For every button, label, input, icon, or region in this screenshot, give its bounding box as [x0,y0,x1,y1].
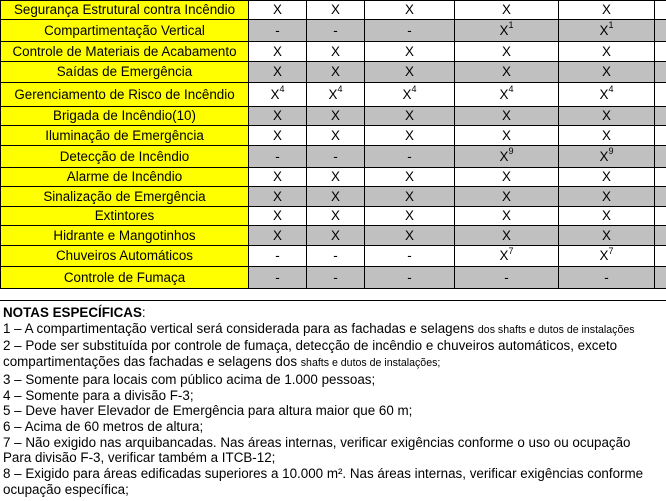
requirement-mark: X [405,64,414,79]
requirement-cell [455,107,559,126]
requirement-mark: X [273,108,282,123]
truncated-column-cell [655,62,666,83]
requirement-mark: X [331,108,340,123]
requirement-cell [307,83,365,107]
requirement-mark: - [333,148,338,164]
note-text: 8 – Exigido para áreas edificadas superiores a 10.000 m². Nas áreas internas, verificar exigências conforme [3,466,644,482]
requirement-mark: X [331,227,340,243]
requirement-cell [307,246,365,267]
table-row [1,168,666,187]
requirement-mark: X [402,86,412,102]
note-line [0,466,666,482]
table-row [1,207,666,226]
table-row [1,1,666,20]
requirement-cell [365,168,455,187]
requirement-mark: X [599,86,609,102]
requirement-mark: X [602,169,611,184]
requirement-mark: X [273,169,282,184]
requirement-cell [365,146,455,168]
requirement-cell [559,207,655,226]
requirement-mark: X [270,86,280,102]
requirement-cell [559,126,655,146]
requirement-mark: - [407,269,412,285]
requirement-cell [455,146,559,168]
note-text: 5 – Deve haver Elevador de Emergência para altura maior que 60 m; [3,403,413,419]
requirement-cell [249,168,307,187]
notes-lines [0,321,666,498]
measure-label: Compartimentação Vertical [1,20,249,42]
table-row [1,267,666,289]
requirement-cell [365,267,455,289]
requirement-cell [365,107,455,126]
table-row [1,187,666,207]
measure-label: Controle de Materiais de Acabamento [1,42,249,62]
requirement-cell [365,226,455,246]
requirement-cell [559,42,655,62]
requirement-mark: X [499,148,509,164]
requirement-mark: X [499,86,509,102]
requirement-mark: X [273,64,282,79]
notes-title-text: NOTAS ESPECÍFICAS [3,305,142,320]
requirement-cell [455,267,559,289]
requirement-cell [455,20,559,42]
requirement-cell [455,168,559,187]
measure-label: Segurança Estrutural contra Incêndio [1,1,249,20]
requirement-cell [307,1,365,20]
requirement-cell [559,246,655,267]
measure-label: Gerenciamento de Risco de Incêndio [1,83,249,107]
note-line [0,321,666,339]
requirement-cell [365,246,455,267]
requirement-mark: X [331,64,340,79]
requirement-cell [455,62,559,83]
truncated-column-cell [655,246,666,267]
requirement-mark: X [331,188,340,204]
truncated-column-cell [655,207,666,226]
requirement-cell [559,62,655,83]
requirement-cell [559,107,655,126]
table-row [1,107,666,126]
note-text: Para divisão F-3, verificar também a ITCB-12; [3,450,276,466]
requirement-cell [559,187,655,207]
requirement-mark: X [502,227,511,243]
requirement-cell [455,83,559,107]
notes-title [0,301,666,321]
note-line [0,450,666,466]
requirement-mark: X [405,169,414,184]
requirement-mark: X [331,169,340,184]
requirement-cell [307,62,365,83]
requirement-mark: X [273,208,282,223]
requirement-mark: X [602,108,611,123]
requirement-cell [365,62,455,83]
requirement-cell [249,207,307,226]
requirement-cell [365,42,455,62]
requirement-cell [365,187,455,207]
requirement-mark: X [599,22,609,38]
requirement-mark: X [502,208,511,223]
requirement-mark: X [499,248,509,263]
requirement-cell [455,246,559,267]
requirement-mark: - [333,269,338,285]
requirement-mark: X [331,43,340,59]
note-reference: 7 [608,245,614,256]
requirement-mark: - [333,22,338,38]
requirement-cell [249,42,307,62]
requirement-mark: X [502,43,511,59]
table-row [1,83,666,107]
measure-label: Chuveiros Automáticos [1,246,249,267]
requirement-mark: - [275,248,280,263]
requirement-mark: X [602,208,611,223]
requirement-mark: - [407,148,412,164]
requirement-cell [249,20,307,42]
note-small-text: dos shafts e dutos de instalações [477,323,635,336]
requirement-cell [559,226,655,246]
table-row [1,20,666,42]
table-row [1,246,666,267]
requirement-mark: X [602,127,611,143]
requirement-mark: X [502,127,511,143]
requirement-cell [249,107,307,126]
requirement-mark: - [604,269,609,285]
requirement-mark: X [502,108,511,123]
requirement-cell [455,187,559,207]
measure-label: Saídas de Emergência [1,62,249,83]
note-line [0,419,666,435]
requirement-cell [559,20,655,42]
requirement-mark: X [502,2,511,17]
requirement-mark: X [331,2,340,17]
table-row [1,62,666,83]
requirement-cell [455,207,559,226]
notes-title-suffix: : [141,305,146,320]
note-line [0,372,666,388]
measure-label: Extintores [1,207,249,226]
requirement-cell [559,168,655,187]
requirement-mark: - [407,248,412,263]
requirement-cell [455,226,559,246]
requirement-mark: X [599,248,609,263]
truncated-column-cell [655,42,666,62]
requirement-mark: - [275,148,280,164]
truncated-column-cell [655,168,666,187]
measure-label: Brigada de Incêndio(10) [1,107,249,126]
requirement-mark: X [599,148,609,164]
requirement-mark: X [273,127,282,143]
measure-label: Detecção de Incêndio [1,146,249,168]
requirement-cell [307,20,365,42]
measure-label: Alarme de Incêndio [1,168,249,187]
requirement-cell [455,42,559,62]
requirement-mark: X [502,169,511,184]
requirement-cell [249,267,307,289]
note-reference: 9 [608,146,614,157]
requirement-cell [365,126,455,146]
note-small-text: shafts e dutos de instalações; [300,357,441,370]
note-line [0,435,666,451]
note-text: 2 – Pode ser substituída por controle de fumaça, detecção de incêndio e chuveiros automáticos, exceto [3,338,618,354]
note-reference: 1 [508,20,514,31]
requirement-mark: X [405,2,414,17]
requirement-mark: X [405,188,414,204]
requirement-cell [365,207,455,226]
requirement-mark: - [504,269,509,285]
note-line [0,354,666,372]
requirement-mark: - [333,248,338,263]
measure-label: Sinalização de Emergência [1,187,249,207]
requirement-mark: - [407,22,412,38]
requirement-mark: X [405,208,414,223]
note-line [0,482,666,498]
requirement-cell [249,62,307,83]
truncated-column-cell [655,20,666,42]
truncated-column-cell [655,226,666,246]
truncated-column-cell [655,187,666,207]
requirement-mark: - [275,269,280,285]
truncated-column-cell [655,267,666,289]
note-reference: 7 [508,245,514,256]
requirement-mark: X [405,108,414,123]
note-text: 1 – A compartimentação vertical será considerada para as fachadas e selagens [3,320,478,336]
requirement-mark: X [328,86,338,102]
requirement-cell [559,267,655,289]
requirement-mark: X [602,188,611,204]
requirement-cell [307,146,365,168]
measure-label: Hidrante e Mangotinhos [1,226,249,246]
requirement-cell [307,126,365,146]
requirement-cell [249,83,307,107]
requirement-cell [365,83,455,107]
requirement-cell [307,207,365,226]
requirement-mark: X [405,43,414,59]
requirement-mark: X [405,127,414,143]
requirement-mark: X [273,188,282,204]
note-reference: 4 [337,84,343,95]
requirement-cell [249,126,307,146]
requirement-cell [559,1,655,20]
table-row [1,126,666,146]
requirement-mark: X [273,2,282,17]
truncated-column-cell [655,1,666,20]
requirement-mark: X [405,227,414,243]
note-reference: 1 [608,20,614,31]
requirement-mark: X [602,43,611,59]
requirement-cell [455,1,559,20]
note-line [0,388,666,404]
requirement-mark: X [502,188,511,204]
table-row [1,226,666,246]
requirement-cell [307,187,365,207]
note-reference: 4 [279,84,285,95]
requirement-mark: X [331,208,340,223]
requirement-mark: X [273,43,282,59]
requirement-cell [365,20,455,42]
specific-notes [0,300,666,501]
requirement-cell [249,1,307,20]
truncated-column-cell [655,146,666,168]
note-reference: 4 [508,84,514,95]
requirement-cell [307,42,365,62]
requirement-mark: - [275,22,280,38]
truncated-column-cell [655,83,666,107]
truncated-column-cell [655,107,666,126]
note-text: 6 – Acima de 60 metros de altura; [3,418,204,434]
table-row [1,42,666,62]
requirement-cell [249,146,307,168]
measure-label: Controle de Fumaça [1,267,249,289]
requirement-cell [307,267,365,289]
note-text: compartimentações das fachadas e selagens dos [3,354,301,370]
requirement-cell [249,246,307,267]
measure-label: Iluminação de Emergência [1,126,249,146]
requirement-cell [365,1,455,20]
requirement-cell [307,107,365,126]
requirement-mark: X [273,227,282,243]
note-reference: 4 [411,84,417,95]
note-reference: 9 [508,146,514,157]
requirement-cell [249,187,307,207]
note-line [0,403,666,419]
note-text: 3 – Somente para locais com público acima de 1.000 pessoas; [3,371,376,387]
requirement-mark: X [331,127,340,143]
requirement-cell [307,226,365,246]
note-text: 7 – Não exigido nas arquibancadas. Nas áreas internas, verificar exigências conforme o uso ou ocupação [3,434,631,450]
requirement-mark: X [502,64,511,79]
requirement-cell [559,146,655,168]
requirement-cell [559,83,655,107]
requirement-mark: X [602,64,611,79]
table-row [1,146,666,168]
requirement-cell [307,168,365,187]
note-text: 4 – Somente para a divisão F-3; [3,387,194,403]
requirement-mark: X [499,22,509,38]
note-text: ocupação específica; [3,481,129,497]
note-reference: 4 [608,84,614,95]
note-line [0,338,666,354]
requirement-mark: X [602,2,611,17]
requirement-cell [249,226,307,246]
requirement-mark: X [602,227,611,243]
requirement-cell [455,126,559,146]
truncated-column-cell [655,126,666,146]
